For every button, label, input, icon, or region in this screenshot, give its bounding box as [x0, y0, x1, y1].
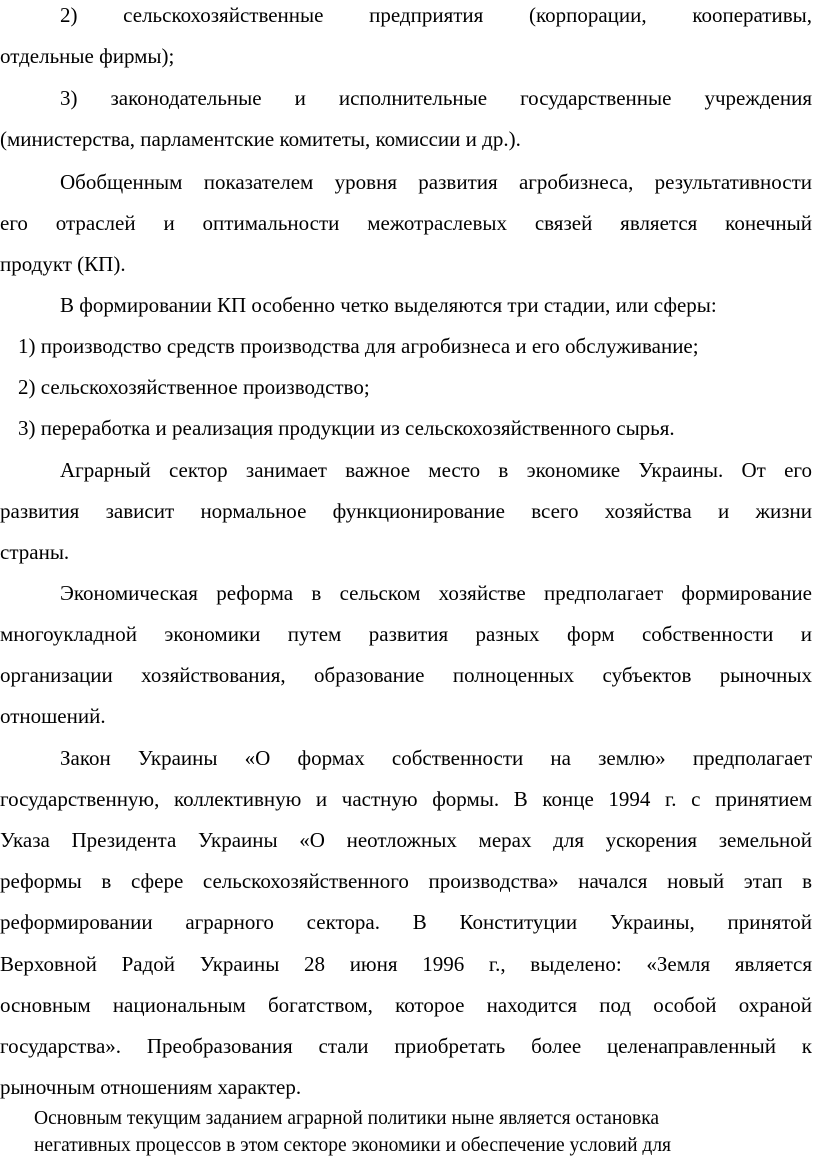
text-line: Верховной Радой Украины 28 июня 1996 г., выделено: «Земля является	[0, 952, 812, 976]
text-line: отдельные фирмы);	[0, 44, 175, 68]
list-item: 2) сельскохозяйственное производство;	[18, 375, 370, 399]
text-line: государства». Преобразования стали приобретать более целенаправленный к	[0, 1034, 812, 1058]
text-line: рыночным отношениям характер.	[0, 1075, 302, 1099]
text-line: основным национальным богатством, которое находится под особой охраной	[0, 993, 812, 1017]
list-item: 3) переработка и реализация продукции из сельскохозяйственного сырья.	[18, 416, 675, 440]
text-line: Основным текущим заданием аграрной политики ныне является остановка	[34, 1108, 660, 1129]
text-line: страны.	[0, 540, 70, 564]
text-line: Обобщенным показателем уровня развития агробизнеса, результативности	[60, 170, 812, 194]
text-line: 2) сельскохозяйственные предприятия (корпорации, кооперативы,	[60, 3, 812, 27]
text-line: организации хозяйствования, образование полноценных субъектов рыночных	[0, 663, 812, 687]
text-line: негативных процессов в этом секторе экономики и обеспечение условий для	[34, 1135, 672, 1156]
text-line: продукт (КП).	[0, 252, 126, 276]
text-line: реформы в сфере сельскохозяйственного производства» начался новый этап в	[0, 869, 812, 893]
text-line: развития зависит нормальное функционирование всего хозяйства и жизни	[0, 499, 812, 523]
text-line: Указа Президента Украины «О неотложных мерах для ускорения земельной	[0, 828, 812, 852]
text-line: реформировании аграрного сектора. В Конституции Украины, принятой	[0, 910, 812, 934]
text-line: Экономическая реформа в сельском хозяйстве предполагает формирование	[60, 581, 812, 605]
text-line: 3) законодательные и исполнительные государственные учреждения	[60, 86, 812, 110]
list-item: 1) производство средств производства для агробизнеса и его обслуживание;	[18, 334, 699, 358]
text-line: (министерства, парламентские комитеты, комиссии и др.).	[0, 127, 521, 151]
text-line: Аграрный сектор занимает важное место в экономике Украины. От его	[60, 458, 812, 482]
text-line: его отраслей и оптимальности межотраслевых связей является конечный	[0, 211, 812, 235]
text-line: многоукладной экономики путем развития разных форм собственности и	[0, 622, 812, 646]
text-line: Закон Украины «О формах собственности на землю» предполагает	[60, 746, 812, 770]
text-line: В формировании КП особенно четко выделяются три стадии, или сферы:	[60, 293, 717, 317]
text-line: государственную, коллективную и частную формы. В конце 1994 г. с принятием	[0, 787, 812, 811]
text-line: отношений.	[0, 704, 106, 728]
